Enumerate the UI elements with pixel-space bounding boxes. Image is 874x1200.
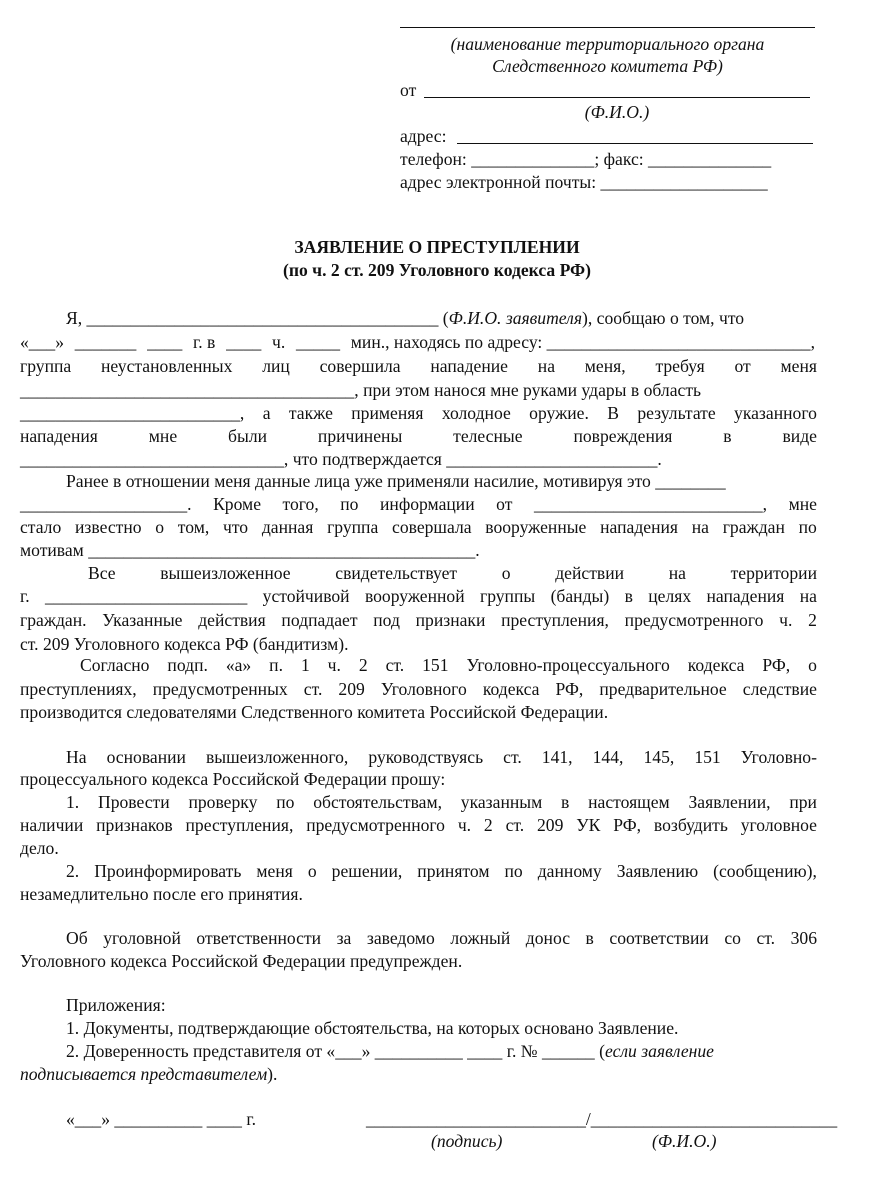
word: что (222, 517, 249, 537)
word: Проинформировать (94, 861, 242, 881)
word: целях (648, 586, 692, 606)
word: ). (267, 1064, 278, 1084)
word: нападения (706, 586, 785, 606)
word: меня (256, 861, 293, 881)
word: причинены (317, 426, 403, 446)
word: мин., находясь по адресу: ______________________________, (350, 332, 815, 352)
word: оружие. (529, 403, 589, 423)
attachments-label: Приложения: (66, 995, 166, 1015)
word: _________________________, (20, 403, 245, 423)
word: РФ, (613, 815, 642, 835)
p3-line-4: ст. 209 Уголовного кодекса РФ (бандитизм). (20, 634, 349, 654)
p1-l1a: Я, ________________________________________ ( (66, 308, 449, 328)
word: повреждения (573, 426, 673, 446)
from-label: от (400, 80, 417, 100)
word: «___» (20, 332, 64, 352)
p4-line-3: производится следователями Следственного комитета Российской Федерации. (20, 702, 609, 722)
word: действия (198, 610, 266, 630)
word: телесные (453, 426, 523, 446)
organ-hint: (наименование территориального органа (450, 34, 765, 54)
p1-l1c: ), сообщаю о том, что (582, 308, 745, 328)
word: уголовное (740, 815, 817, 835)
word: обстоятельствам, (313, 792, 442, 812)
p2-line-2 (20, 493, 817, 515)
fio-signature-hint: (Ф.И.О.) (652, 1131, 717, 1151)
word: ____ (226, 332, 262, 352)
organ-line (400, 27, 815, 28)
email-field: адрес электронной почты: ___________________ (400, 172, 768, 192)
p1-line-5 (20, 402, 817, 424)
word: нападения (600, 517, 679, 537)
word: результате (637, 403, 716, 423)
word: в (561, 792, 570, 812)
word: нападение (430, 356, 508, 376)
word: п. (269, 655, 283, 675)
word: 1 (300, 655, 310, 675)
word: 2. Доверенность представителя от «___» __________ ____ г. № ______ ( (66, 1041, 605, 1061)
word: На (66, 747, 87, 767)
p3-line-2 (20, 585, 817, 607)
word: _____ (296, 332, 341, 352)
word: со (724, 928, 741, 948)
word: ч. (272, 332, 286, 352)
p1-l1b: Ф.И.О. заявителя (448, 308, 583, 328)
word: преступления, (185, 815, 294, 835)
word: заведомо (366, 928, 435, 948)
word: 2 (808, 610, 817, 630)
word: граждан (722, 517, 785, 537)
p2-line-3 (20, 516, 817, 538)
word: _______________________ (44, 586, 248, 606)
word: предварительное (599, 679, 727, 699)
word: г. в (193, 332, 216, 352)
word: Уголовно-процессуального (466, 655, 670, 675)
request-item-1-line-2 (20, 814, 817, 836)
word: настоящем (588, 792, 670, 812)
word: 145, (643, 747, 675, 767)
word: по (340, 494, 359, 514)
word: требуя (655, 356, 705, 376)
word: предусмотренного (306, 815, 445, 835)
word: Кроме (213, 494, 261, 514)
word: на (691, 517, 709, 537)
word: 2 (358, 655, 368, 675)
word: РФ, (762, 655, 791, 675)
word: следствие (742, 679, 817, 699)
word: ответственности (196, 928, 322, 948)
word: мне (788, 494, 817, 514)
word: вооруженной (364, 586, 465, 606)
word: были (228, 426, 268, 446)
p3-line-3 (20, 609, 817, 631)
word: по (276, 792, 295, 812)
word: 1. (66, 792, 80, 812)
word: вышеизложенное (160, 563, 291, 583)
word: того, (282, 494, 319, 514)
word: мне (148, 426, 178, 446)
word: ст. (756, 928, 776, 948)
word: проверку (188, 792, 258, 812)
word: от (496, 494, 513, 514)
word: соответствии (609, 928, 709, 948)
word: о (808, 655, 817, 675)
word: территории (730, 563, 817, 583)
p2-line-4: мотивам ____________________________________________. (20, 540, 480, 560)
p3-line-1 (88, 562, 817, 584)
word: меня, (584, 356, 626, 376)
fio-hint: (Ф.И.О.) (584, 102, 650, 122)
word: решении, (331, 861, 403, 881)
signature-line: _________________________/____________________________ (366, 1109, 838, 1129)
p6-line-1 (66, 927, 817, 949)
document-subtitle: (по ч. 2 ст. 209 Уголовного кодекса РФ) (282, 260, 592, 280)
word: в (723, 426, 732, 446)
attachment-2-line-1 (66, 1040, 714, 1062)
word: признаков (96, 815, 173, 835)
word: за (336, 928, 352, 948)
word: устойчивой (262, 586, 350, 606)
request-item-1-line-3: дело. (20, 838, 59, 858)
signature-hint: (подпись) (431, 1131, 503, 1151)
word: наличии (20, 815, 84, 835)
word: вооруженные (485, 517, 587, 537)
word: ложный (450, 928, 511, 948)
word: на (799, 586, 817, 606)
from-line (424, 97, 810, 98)
word: ч. (327, 655, 341, 675)
word: группа (20, 356, 72, 376)
word: 151 (694, 747, 721, 767)
word: в (624, 586, 633, 606)
p1-line-3 (20, 355, 817, 377)
word: о (501, 563, 511, 583)
date-field: «___» __________ ____ г. (66, 1109, 256, 1129)
p6-line-2: Уголовного кодекса Российской Федерации предупрежден. (20, 951, 463, 971)
word: __________________________, (533, 494, 768, 514)
word: о (307, 861, 317, 881)
word: группа (327, 517, 379, 537)
word: 2 (483, 815, 493, 835)
word: по (798, 517, 817, 537)
word: ст. (303, 679, 323, 699)
word: виде (782, 426, 817, 446)
word: стало (20, 517, 62, 537)
word: признаки (415, 610, 486, 630)
organ-hint-2: Следственного комитета РФ) (492, 56, 723, 76)
word: (сообщению), (713, 861, 817, 881)
word: указанным (460, 792, 543, 812)
word: в (585, 928, 594, 948)
request-item-2-line-2: незамедлительно после его принятия. (20, 884, 303, 904)
word: УК (576, 815, 601, 835)
word: по (504, 861, 523, 881)
p1-line-7: ______________________________, что подтверждается ________________________. (20, 449, 662, 469)
word: граждан. (20, 610, 87, 630)
word: подпадает (281, 610, 358, 630)
word: ___________________. (20, 494, 192, 514)
word: ____ (147, 332, 183, 352)
word: г. (20, 586, 30, 606)
word: также (288, 403, 333, 423)
word: РФ, (555, 679, 584, 699)
word: возбудить (653, 815, 728, 835)
word: руководствуясь (368, 747, 484, 767)
word: под (373, 610, 400, 630)
word: совершала (392, 517, 472, 537)
word: Уголовно- (740, 747, 817, 767)
word: ст. (385, 655, 405, 675)
word: действии (555, 563, 625, 583)
word: В (607, 403, 619, 423)
address-label: адрес: (400, 126, 447, 146)
word: лиц (262, 356, 290, 376)
word: а (262, 403, 271, 423)
word: основании (106, 747, 186, 767)
word: применяя (351, 403, 424, 423)
word: преступлениях, (20, 679, 137, 699)
word: информации (380, 494, 475, 514)
word: Все (88, 563, 116, 583)
p5-line-2: процессуального кодекса Российской Федерации прошу: (20, 769, 446, 789)
p1-line-2 (20, 331, 815, 353)
word: (банды) (550, 586, 610, 606)
word: меня (780, 356, 817, 376)
word: если заявление (605, 1041, 714, 1061)
word: предусмотренного (624, 610, 764, 630)
word: холодное (441, 403, 511, 423)
word: подп. (167, 655, 208, 675)
word: группы (479, 586, 536, 606)
p4-line-1 (80, 654, 817, 676)
word: данному (537, 861, 602, 881)
word: о (155, 517, 165, 537)
word: Об (66, 928, 88, 948)
word: кодекса (482, 679, 540, 699)
word: Провести (98, 792, 170, 812)
p5-line-1 (66, 746, 817, 768)
word: 141, (541, 747, 573, 767)
word: 144, (592, 747, 624, 767)
word: подписывается представителем (20, 1064, 268, 1084)
word: кодекса (687, 655, 745, 675)
word: «а» (225, 655, 252, 675)
word: Указанные (102, 610, 183, 630)
document-title: ЗАЯВЛЕНИЕ О ПРЕСТУПЛЕНИИ (294, 237, 580, 257)
request-item-2-line-1 (66, 860, 817, 882)
p1-line-1 (66, 307, 744, 329)
phone-fax-field: телефон: ______________; факс: ______________ (400, 149, 772, 169)
word: ч. (779, 610, 793, 630)
word: том, (177, 517, 210, 537)
word: при (789, 792, 817, 812)
word: 2. (66, 861, 80, 881)
word: Заявлению (616, 861, 699, 881)
attachment-1: 1. Документы, подтверждающие обстоятельства, на которых основано Заявление. (66, 1018, 679, 1038)
word: на (668, 563, 686, 583)
p1-line-4: ______________________________________, при этом нанося мне руками удары в область (20, 380, 702, 400)
word: принятом (417, 861, 490, 881)
word: донос (525, 928, 571, 948)
address-line (457, 143, 813, 144)
request-item-1-line-1 (66, 791, 817, 813)
p1-line-6 (20, 425, 817, 447)
attachment-2-line-2 (20, 1063, 277, 1085)
word: на (537, 356, 556, 376)
word: 306 (790, 928, 817, 948)
word: уголовной (103, 928, 181, 948)
word: совершила (319, 356, 401, 376)
word: данная (261, 517, 314, 537)
word: известно (75, 517, 142, 537)
word: вышеизложенного, (206, 747, 349, 767)
word: 209 (338, 679, 365, 699)
word: 209 (536, 815, 564, 835)
word: 151 (422, 655, 449, 675)
word: ст. (503, 747, 522, 767)
p4-line-2 (20, 678, 817, 700)
word: нападения (20, 426, 98, 446)
word: ст. (505, 815, 525, 835)
word: Уголовного (380, 679, 467, 699)
word: предусмотренных (152, 679, 288, 699)
word: преступления, (501, 610, 609, 630)
word: Заявлении, (688, 792, 771, 812)
word: Согласно (80, 655, 150, 675)
word: ч. (457, 815, 472, 835)
word: от (734, 356, 751, 376)
p2-line-1: Ранее в отношении меня данные лица уже применяли насилие, мотивируя это ________ (66, 471, 726, 491)
word: свидетельствует (335, 563, 458, 583)
word: неустановленных (101, 356, 233, 376)
word: указанного (734, 403, 817, 423)
word: _______ (74, 332, 137, 352)
